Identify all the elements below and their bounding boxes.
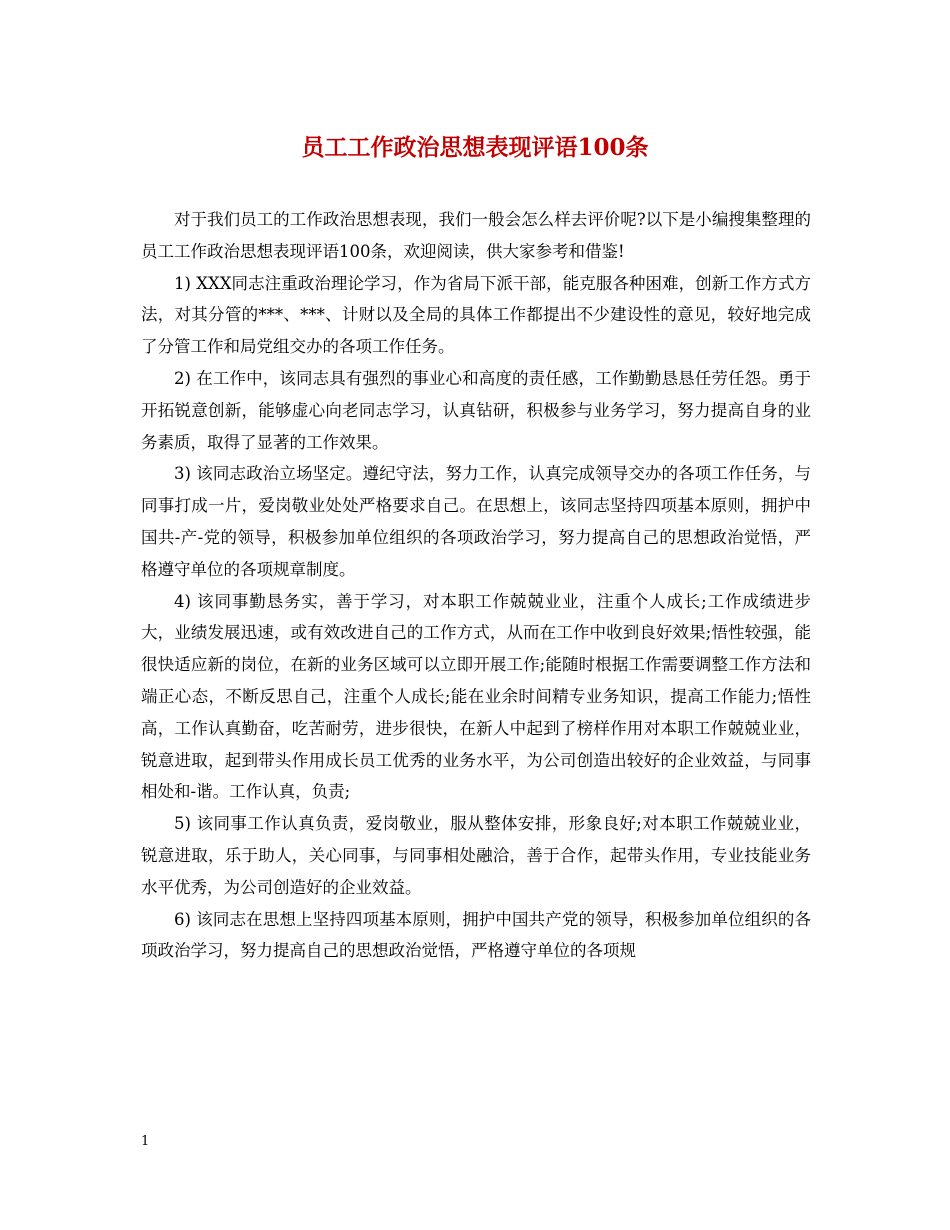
- paragraph-item-1: 1) XXX同志注重政治理论学习，作为省局下派干部，能克服各种困难，创新工作方式方法，对其分管的***、***、计财以及全局的具体工作都提出不少建设性的意见，较好地完成了分管工作和局党组交办的各项工作任务。: [141, 273, 811, 357]
- paragraph-item-3: 3) 该同志政治立场坚定。遵纪守法，努力工作，认真完成领导交办的各项工作任务，与同事打成一片，爱岗敬业处处严格要求自己。在思想上，该同志坚持四项基本原则，拥护中国共-产-党的领导，积极参加单位组织的各项政治学习，努力提高自己的思想政治觉悟，严格遵守单位的各项规章制度。: [141, 464, 811, 579]
- paragraph-item-5: 5) 该同事工作认真负责，爱岗敬业，服从整体安排，形象良好;对本职工作兢兢业业，锐意进取，乐于助人，关心同事，与同事相处融洽，善于合作，起带头作用，专业技能业务水平优秀，为公司创造好的企业效益。: [141, 814, 811, 897]
- paragraph-intro: 对于我们员工的工作政治思想表现，我们一般会怎么样去评价呢?以下是小编搜集整理的员工工作政治思想表现评语100条，欢迎阅读，供大家参考和借鉴!: [141, 210, 811, 261]
- paragraph-item-4: 4) 该同事勤恳务实，善于学习，对本职工作兢兢业业，注重个人成长;工作成绩进步大，业绩发展迅速，或有效改进自己的工作方式，从而在工作中收到良好效果;悟性较强，能很快适应新的岗位，在新的业务区域可以立即开展工作;能随时根据工作需要调整工作方法和端正心态，不断反思自己，注重个人成长;能在业余时间精专业务知识，提高工作能力;悟性高，工作认真勤奋，吃苦耐劳，进步很快，在新人中起到了榜样作用对本职工作兢兢业业，锐意进取，起到带头作用成长员工优秀的业务水平，为公司创造出较好的企业效益，与同事相处和-谐。工作认真，负责;: [141, 591, 811, 802]
- document-body: [141, 204, 811, 967]
- page-number: 1: [141, 1134, 150, 1149]
- paragraph-item-2: 2) 在工作中，该同志具有强烈的事业心和高度的责任感，工作勤勤恳恳任劳任怨。勇于开拓锐意创新，能够虚心向老同志学习，认真钻研，积极参与业务学习，努力提高自身的业务素质，取得了显著的工作效果。: [141, 368, 811, 452]
- paragraph-item-6: 6) 该同志在思想上坚持四项基本原则，拥护中国共产党的领导，积极参加单位组织的各项政治学习，努力提高自己的思想政治觉悟，严格遵守单位的各项规: [141, 909, 811, 961]
- document-title: 员工工作政治思想表现评语100条: [301, 134, 649, 161]
